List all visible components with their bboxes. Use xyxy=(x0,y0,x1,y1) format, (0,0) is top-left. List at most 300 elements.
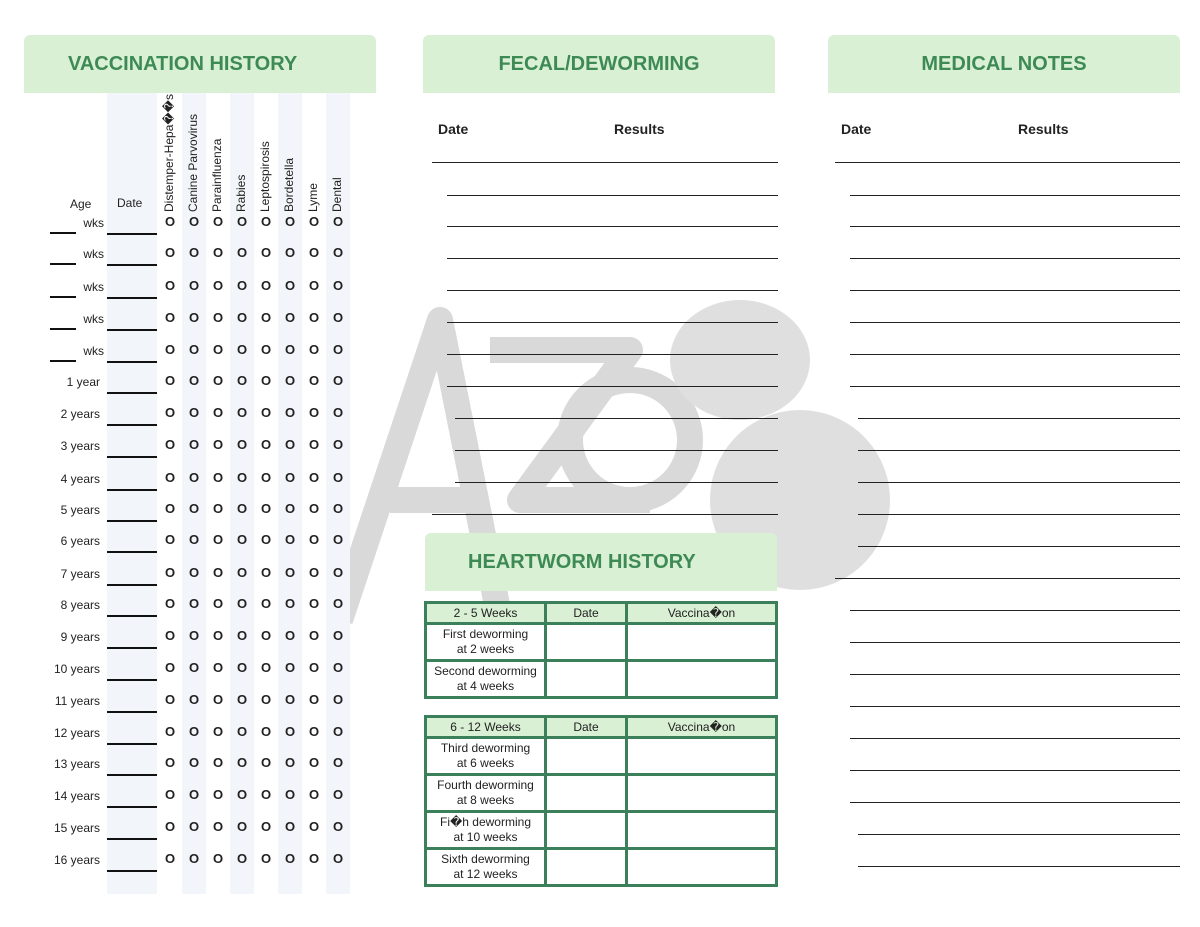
vaccine-checkbox[interactable]: O xyxy=(212,787,224,802)
date-field[interactable] xyxy=(107,297,157,299)
vaccine-checkbox[interactable]: O xyxy=(308,724,320,739)
writing-line[interactable] xyxy=(858,418,1180,419)
table-header: 6 - 12 Weeks xyxy=(426,717,546,738)
vaccine-checkbox[interactable]: O xyxy=(332,724,344,739)
vaccine-checkbox[interactable]: O xyxy=(308,819,320,834)
vaccine-checkbox[interactable]: O xyxy=(212,278,224,293)
vaccine-checkbox[interactable]: O xyxy=(188,660,200,675)
medical-notes-heading: MEDICAL NOTES xyxy=(828,35,1180,93)
heartworm-history-heading: HEARTWORM HISTORY xyxy=(425,533,777,591)
vaccine-checkbox[interactable]: O xyxy=(260,470,272,485)
writing-line[interactable] xyxy=(432,514,778,515)
vaccine-checkbox[interactable]: O xyxy=(284,819,296,834)
age-weeks-field[interactable] xyxy=(50,296,76,298)
vaccine-checkbox[interactable]: O xyxy=(188,245,200,260)
age-weeks-field[interactable] xyxy=(50,328,76,330)
vaccine-checkbox[interactable]: O xyxy=(332,532,344,547)
date-field[interactable] xyxy=(107,584,157,586)
vaccine-checkbox[interactable]: O xyxy=(332,342,344,357)
age-row-label: 8 years xyxy=(60,598,100,612)
age-row-label: 2 years xyxy=(60,407,100,421)
writing-line[interactable] xyxy=(455,482,778,483)
writing-line[interactable] xyxy=(850,290,1180,291)
age-row-label: 16 years xyxy=(53,853,100,867)
age-row-label: wks xyxy=(83,247,104,261)
vaccine-checkbox[interactable]: O xyxy=(212,628,224,643)
date-cell[interactable] xyxy=(546,661,627,698)
vaccine-checkbox[interactable]: O xyxy=(332,660,344,675)
vaccine-checkbox[interactable]: O xyxy=(260,724,272,739)
vaccine-checkbox[interactable]: O xyxy=(164,660,176,675)
writing-line[interactable] xyxy=(835,162,1180,163)
vaccine-checkbox[interactable]: O xyxy=(212,405,224,420)
vaccine-checkbox[interactable]: O xyxy=(260,851,272,866)
vaccine-checkbox[interactable]: O xyxy=(236,501,248,516)
writing-line[interactable] xyxy=(447,322,778,323)
vaccine-checkbox[interactable]: O xyxy=(332,278,344,293)
vaccine-checkbox[interactable]: O xyxy=(284,245,296,260)
age-row-label: wks xyxy=(83,216,104,230)
vaccine-checkbox[interactable]: O xyxy=(260,342,272,357)
date-field[interactable] xyxy=(107,520,157,522)
vaccine-checkbox[interactable]: O xyxy=(308,437,320,452)
table-header: Date xyxy=(546,717,627,738)
vaccine-checkbox[interactable]: O xyxy=(164,278,176,293)
vaccine-checkbox[interactable]: O xyxy=(308,755,320,770)
date-field[interactable] xyxy=(107,711,157,713)
vaccine-checkbox[interactable]: O xyxy=(188,342,200,357)
vaccine-checkbox[interactable]: O xyxy=(188,532,200,547)
writing-line[interactable] xyxy=(850,386,1180,387)
vaccine-checkbox[interactable]: O xyxy=(188,692,200,707)
date-field[interactable] xyxy=(107,647,157,649)
vaccine-checkbox[interactable]: O xyxy=(284,342,296,357)
vaccine-label: Parainfluenza xyxy=(210,138,224,212)
vaccine-checkbox[interactable]: O xyxy=(308,851,320,866)
age-row-label: 3 years xyxy=(60,439,100,453)
vaccine-checkbox[interactable]: O xyxy=(284,532,296,547)
vaccine-checkbox[interactable]: O xyxy=(308,660,320,675)
vaccine-checkbox[interactable]: O xyxy=(284,628,296,643)
vaccine-checkbox[interactable]: O xyxy=(284,310,296,325)
vaccine-checkbox[interactable]: O xyxy=(164,692,176,707)
vaccine-checkbox[interactable]: O xyxy=(164,565,176,580)
age-row-label: 15 years xyxy=(53,821,100,835)
vaccine-checkbox[interactable]: O xyxy=(236,437,248,452)
vaccine-checkbox[interactable]: O xyxy=(284,851,296,866)
vaccine-checkbox[interactable]: O xyxy=(284,470,296,485)
vaccine-checkbox[interactable]: O xyxy=(188,819,200,834)
vaccine-checkbox[interactable]: O xyxy=(212,214,224,229)
vaccine-checkbox[interactable]: O xyxy=(332,755,344,770)
vaccine-checkbox[interactable]: O xyxy=(236,342,248,357)
vaccine-checkbox[interactable]: O xyxy=(332,405,344,420)
age-row-label: wks xyxy=(83,344,104,358)
date-field[interactable] xyxy=(107,392,157,394)
vaccine-checkbox[interactable]: O xyxy=(188,373,200,388)
date-cell[interactable] xyxy=(546,775,627,812)
vaccine-label: Lyme xyxy=(306,183,320,212)
date-field[interactable] xyxy=(107,489,157,491)
date-field[interactable] xyxy=(107,233,157,235)
writing-line[interactable] xyxy=(850,738,1180,739)
vaccine-checkbox[interactable]: O xyxy=(236,532,248,547)
vaccine-checkbox[interactable]: O xyxy=(284,437,296,452)
vaccine-checkbox[interactable]: O xyxy=(332,214,344,229)
vaccine-checkbox[interactable]: O xyxy=(308,470,320,485)
vaccine-checkbox[interactable]: O xyxy=(164,245,176,260)
date-field[interactable] xyxy=(107,615,157,617)
writing-line[interactable] xyxy=(858,834,1180,835)
vaccine-checkbox[interactable]: O xyxy=(236,310,248,325)
vaccination-cell[interactable] xyxy=(627,661,777,698)
date-cell[interactable] xyxy=(546,738,627,775)
vaccine-checkbox[interactable]: O xyxy=(236,405,248,420)
vaccine-checkbox[interactable]: O xyxy=(188,787,200,802)
age-row-label: 6 years xyxy=(60,534,100,548)
vaccine-checkbox[interactable]: O xyxy=(164,628,176,643)
date-field[interactable] xyxy=(107,551,157,553)
table-row xyxy=(426,624,777,661)
vaccine-checkbox[interactable]: O xyxy=(212,692,224,707)
vaccine-checkbox[interactable]: O xyxy=(212,437,224,452)
date-column-label: Date xyxy=(117,196,143,210)
vaccine-checkbox[interactable]: O xyxy=(188,724,200,739)
vaccine-checkbox[interactable]: O xyxy=(284,405,296,420)
age-row-label: 9 years xyxy=(60,630,100,644)
writing-line[interactable] xyxy=(850,770,1180,771)
vaccine-checkbox[interactable]: O xyxy=(284,278,296,293)
vaccine-checkbox[interactable]: O xyxy=(236,565,248,580)
vaccine-checkbox[interactable]: O xyxy=(236,851,248,866)
vaccine-checkbox[interactable]: O xyxy=(332,501,344,516)
vaccine-checkbox[interactable]: O xyxy=(308,310,320,325)
vaccine-checkbox[interactable]: O xyxy=(260,214,272,229)
writing-line[interactable] xyxy=(447,354,778,355)
writing-line[interactable] xyxy=(850,706,1180,707)
vaccine-checkbox[interactable]: O xyxy=(260,501,272,516)
vaccine-checkbox[interactable]: O xyxy=(332,437,344,452)
vaccine-checkbox[interactable]: O xyxy=(188,405,200,420)
age-row-label: 4 years xyxy=(60,472,100,486)
vaccine-checkbox[interactable]: O xyxy=(188,565,200,580)
vaccine-checkbox[interactable]: O xyxy=(212,470,224,485)
vaccine-checkbox[interactable]: O xyxy=(332,565,344,580)
vaccine-checkbox[interactable]: O xyxy=(164,851,176,866)
vaccine-checkbox[interactable]: O xyxy=(308,214,320,229)
table-row xyxy=(426,738,777,775)
vaccine-checkbox[interactable]: O xyxy=(188,310,200,325)
dose-label: First deworming at 2 weeks xyxy=(426,624,546,661)
medical-date-label: Date xyxy=(841,121,872,137)
vaccine-checkbox[interactable]: O xyxy=(284,373,296,388)
age-row-label: 14 years xyxy=(53,789,100,803)
vaccine-checkbox[interactable]: O xyxy=(164,437,176,452)
vaccine-checkbox[interactable]: O xyxy=(188,628,200,643)
vaccine-checkbox[interactable]: O xyxy=(212,851,224,866)
vaccine-checkbox[interactable]: O xyxy=(308,405,320,420)
vaccine-checkbox[interactable]: O xyxy=(260,532,272,547)
date-field[interactable] xyxy=(107,806,157,808)
vaccine-checkbox[interactable]: O xyxy=(332,692,344,707)
vaccine-checkbox[interactable]: O xyxy=(236,470,248,485)
vaccine-checkbox[interactable]: O xyxy=(212,565,224,580)
vaccine-checkbox[interactable]: O xyxy=(332,628,344,643)
date-field[interactable] xyxy=(107,329,157,331)
vaccination-history-heading: VACCINATION HISTORY xyxy=(24,35,376,93)
vaccination-cell[interactable] xyxy=(627,775,777,812)
date-cell[interactable] xyxy=(546,812,627,849)
vaccine-checkbox[interactable]: O xyxy=(260,310,272,325)
vaccine-checkbox[interactable]: O xyxy=(236,628,248,643)
writing-line[interactable] xyxy=(850,322,1180,323)
vaccine-checkbox[interactable]: O xyxy=(212,532,224,547)
vaccine-checkbox[interactable]: O xyxy=(308,278,320,293)
vaccine-checkbox[interactable]: O xyxy=(260,819,272,834)
vaccine-checkbox[interactable]: O xyxy=(260,278,272,293)
writing-line[interactable] xyxy=(447,290,778,291)
vaccine-checkbox[interactable]: O xyxy=(188,278,200,293)
age-row-label: 5 years xyxy=(60,503,100,517)
heartworm-table-late xyxy=(424,715,778,887)
vaccine-checkbox[interactable]: O xyxy=(284,692,296,707)
vaccine-checkbox[interactable]: O xyxy=(212,819,224,834)
vaccine-checkbox[interactable]: O xyxy=(332,819,344,834)
fecal-results-label: Results xyxy=(614,121,665,137)
vaccine-checkbox[interactable]: O xyxy=(308,501,320,516)
writing-line[interactable] xyxy=(835,578,1180,579)
vaccine-checkbox[interactable]: O xyxy=(260,245,272,260)
vaccine-checkbox[interactable]: O xyxy=(260,628,272,643)
vaccine-checkbox[interactable]: O xyxy=(284,214,296,229)
vaccine-checkbox[interactable]: O xyxy=(260,596,272,611)
date-field[interactable] xyxy=(107,838,157,840)
vaccine-checkbox[interactable]: O xyxy=(236,214,248,229)
writing-line[interactable] xyxy=(858,514,1180,515)
writing-line[interactable] xyxy=(432,162,778,163)
vaccination-cell[interactable] xyxy=(627,812,777,849)
vaccine-checkbox[interactable]: O xyxy=(236,278,248,293)
date-cell[interactable] xyxy=(546,849,627,886)
vaccine-checkbox[interactable]: O xyxy=(188,437,200,452)
vaccination-cell[interactable] xyxy=(627,738,777,775)
vaccine-checkbox[interactable]: O xyxy=(332,470,344,485)
date-cell[interactable] xyxy=(546,624,627,661)
vaccine-checkbox[interactable]: O xyxy=(236,596,248,611)
vaccine-checkbox[interactable]: O xyxy=(284,596,296,611)
vaccine-checkbox[interactable]: O xyxy=(188,755,200,770)
vaccine-checkbox[interactable]: O xyxy=(188,851,200,866)
vaccine-checkbox[interactable]: O xyxy=(332,596,344,611)
vaccine-checkbox[interactable]: O xyxy=(308,692,320,707)
writing-line[interactable] xyxy=(850,674,1180,675)
vaccine-checkbox[interactable]: O xyxy=(212,724,224,739)
vaccine-checkbox[interactable]: O xyxy=(308,342,320,357)
vaccine-checkbox[interactable]: O xyxy=(164,310,176,325)
writing-line[interactable] xyxy=(858,482,1180,483)
vaccine-checkbox[interactable]: O xyxy=(308,245,320,260)
writing-line[interactable] xyxy=(447,195,778,196)
dose-label: Fi�h deworming at 10 weeks xyxy=(426,812,546,849)
vaccine-checkbox[interactable]: O xyxy=(332,310,344,325)
table-header: Vaccina�on xyxy=(627,603,777,624)
vaccine-checkbox[interactable]: O xyxy=(260,660,272,675)
vaccine-checkbox[interactable]: O xyxy=(236,245,248,260)
vaccine-checkbox[interactable]: O xyxy=(260,373,272,388)
vaccine-checkbox[interactable]: O xyxy=(236,724,248,739)
writing-line[interactable] xyxy=(455,418,778,419)
vaccine-checkbox[interactable]: O xyxy=(164,470,176,485)
writing-line[interactable] xyxy=(850,610,1180,611)
age-row-label: 11 years xyxy=(54,694,100,708)
age-weeks-field[interactable] xyxy=(50,232,76,234)
date-field[interactable] xyxy=(107,264,157,266)
writing-line[interactable] xyxy=(447,386,778,387)
date-field[interactable] xyxy=(107,361,157,363)
vaccine-checkbox[interactable]: O xyxy=(188,470,200,485)
vaccine-checkbox[interactable]: O xyxy=(284,660,296,675)
vaccine-checkbox[interactable]: O xyxy=(284,724,296,739)
vaccine-checkbox[interactable]: O xyxy=(164,724,176,739)
writing-line[interactable] xyxy=(447,226,778,227)
vaccine-checkbox[interactable]: O xyxy=(212,755,224,770)
vaccine-checkbox[interactable]: O xyxy=(332,245,344,260)
writing-line[interactable] xyxy=(455,450,778,451)
vaccine-checkbox[interactable]: O xyxy=(164,342,176,357)
vaccine-label: Bordetella xyxy=(282,157,296,212)
medical-results-label: Results xyxy=(1018,121,1069,137)
vaccine-checkbox[interactable]: O xyxy=(164,755,176,770)
heartworm-table-early xyxy=(424,601,778,699)
writing-line[interactable] xyxy=(447,258,778,259)
age-column-label: Age xyxy=(70,197,92,211)
vaccine-label: Dental xyxy=(330,177,344,212)
vaccine-checkbox[interactable]: O xyxy=(236,819,248,834)
vaccine-checkbox[interactable]: O xyxy=(212,373,224,388)
writing-line[interactable] xyxy=(858,546,1180,547)
writing-line[interactable] xyxy=(858,450,1180,451)
vaccine-checkbox[interactable]: O xyxy=(260,437,272,452)
age-weeks-field[interactable] xyxy=(50,263,76,265)
date-field[interactable] xyxy=(107,774,157,776)
vaccination-cell[interactable] xyxy=(627,849,777,886)
vaccine-checkbox[interactable]: O xyxy=(164,373,176,388)
date-field[interactable] xyxy=(107,456,157,458)
vaccine-checkbox[interactable]: O xyxy=(284,755,296,770)
vaccine-checkbox[interactable]: O xyxy=(188,501,200,516)
vaccine-label: Distemper-Hepa��s xyxy=(162,94,176,212)
vaccine-checkbox[interactable]: O xyxy=(164,501,176,516)
table-row xyxy=(426,849,777,886)
dose-label: Second deworming at 4 weeks xyxy=(426,661,546,698)
vaccination-cell[interactable] xyxy=(627,624,777,661)
vaccine-checkbox[interactable]: O xyxy=(164,532,176,547)
vaccine-checkbox[interactable]: O xyxy=(164,214,176,229)
table-header: Vaccina�on xyxy=(627,717,777,738)
vaccine-checkbox[interactable]: O xyxy=(284,565,296,580)
vaccine-label: Canine Parvovirus xyxy=(186,113,200,212)
writing-line[interactable] xyxy=(850,354,1180,355)
vaccine-checkbox[interactable]: O xyxy=(308,596,320,611)
vaccine-checkbox[interactable]: O xyxy=(332,851,344,866)
writing-line[interactable] xyxy=(850,802,1180,803)
date-field[interactable] xyxy=(107,870,157,872)
table-row xyxy=(426,812,777,849)
vaccine-checkbox[interactable]: O xyxy=(260,565,272,580)
vaccine-checkbox[interactable]: O xyxy=(284,787,296,802)
vaccine-checkbox[interactable]: O xyxy=(308,787,320,802)
vaccine-checkbox[interactable]: O xyxy=(188,214,200,229)
table-header: Date xyxy=(546,603,627,624)
vaccine-checkbox[interactable]: O xyxy=(260,755,272,770)
vaccine-checkbox[interactable]: O xyxy=(236,692,248,707)
vaccine-checkbox[interactable]: O xyxy=(212,660,224,675)
vaccine-checkbox[interactable]: O xyxy=(164,787,176,802)
vaccine-checkbox[interactable]: O xyxy=(236,660,248,675)
vaccine-checkbox[interactable]: O xyxy=(260,405,272,420)
vaccine-checkbox[interactable]: O xyxy=(164,596,176,611)
vaccine-label: Rabies xyxy=(234,174,248,212)
vaccine-checkbox[interactable]: O xyxy=(260,787,272,802)
fecal-date-label: Date xyxy=(438,121,469,137)
age-row-label: 12 years xyxy=(53,726,100,740)
writing-line[interactable] xyxy=(850,226,1180,227)
date-field[interactable] xyxy=(107,743,157,745)
vaccine-checkbox[interactable]: O xyxy=(236,755,248,770)
writing-line[interactable] xyxy=(850,642,1180,643)
vaccine-checkbox[interactable]: O xyxy=(212,310,224,325)
date-field[interactable] xyxy=(107,679,157,681)
dose-label: Third deworming at 6 weeks xyxy=(426,738,546,775)
table-row xyxy=(426,661,777,698)
date-field[interactable] xyxy=(107,424,157,426)
vaccine-checkbox[interactable]: O xyxy=(236,373,248,388)
age-row-label: 10 years xyxy=(53,662,100,676)
vaccine-checkbox[interactable]: O xyxy=(308,373,320,388)
age-row-label: wks xyxy=(83,312,104,326)
vaccine-checkbox[interactable]: O xyxy=(212,501,224,516)
vaccine-label: Leptospirosis xyxy=(258,141,272,212)
writing-line[interactable] xyxy=(850,195,1180,196)
vaccine-checkbox[interactable]: O xyxy=(164,405,176,420)
vaccine-checkbox[interactable]: O xyxy=(164,819,176,834)
table-row xyxy=(426,775,777,812)
dose-label: Sixth deworming at 12 weeks xyxy=(426,849,546,886)
vaccine-checkbox[interactable]: O xyxy=(308,532,320,547)
vaccine-checkbox[interactable]: O xyxy=(212,245,224,260)
age-row-label: 13 years xyxy=(53,757,100,771)
vaccine-checkbox[interactable]: O xyxy=(260,692,272,707)
dose-label: Fourth deworming at 8 weeks xyxy=(426,775,546,812)
vaccine-checkbox[interactable]: O xyxy=(188,596,200,611)
vaccine-checkbox[interactable]: O xyxy=(332,373,344,388)
vaccine-checkbox[interactable]: O xyxy=(332,787,344,802)
vaccine-checkbox[interactable]: O xyxy=(308,628,320,643)
vaccine-checkbox[interactable]: O xyxy=(236,787,248,802)
age-row-label: 1 year xyxy=(66,375,100,389)
vaccine-checkbox[interactable]: O xyxy=(212,342,224,357)
fecal-deworming-heading: FECAL/DEWORMING xyxy=(423,35,775,93)
table-header: 2 - 5 Weeks xyxy=(426,603,546,624)
vaccine-checkbox[interactable]: O xyxy=(308,565,320,580)
age-row-label: wks xyxy=(83,280,104,294)
age-weeks-field[interactable] xyxy=(50,360,76,362)
writing-line[interactable] xyxy=(858,866,1180,867)
writing-line[interactable] xyxy=(850,258,1180,259)
age-row-label: 7 years xyxy=(60,567,100,581)
vaccine-checkbox[interactable]: O xyxy=(284,501,296,516)
vaccine-checkbox[interactable]: O xyxy=(212,596,224,611)
